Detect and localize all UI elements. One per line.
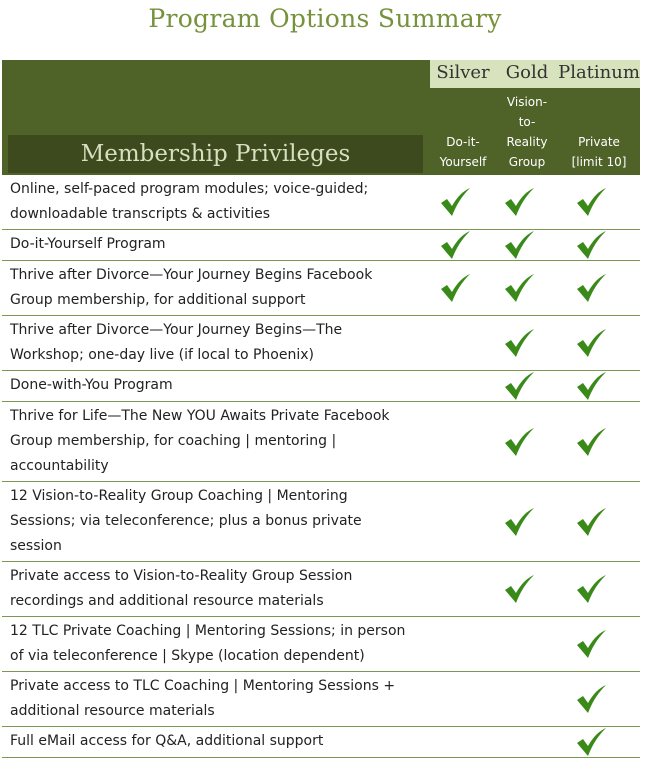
table-row bbox=[2, 402, 640, 482]
table-row bbox=[2, 371, 640, 402]
tier-subtitle-silver bbox=[430, 90, 496, 172]
checkmark-icon bbox=[438, 230, 472, 260]
checkmark-icon bbox=[574, 574, 608, 604]
privilege-label: Private access to TLC Coaching | Mentoring Sessions + additional resource materials bbox=[10, 678, 396, 719]
tier-subtitle-line: Private bbox=[578, 135, 620, 149]
checkmark-icon bbox=[574, 371, 608, 401]
tier-name-gold: Gold bbox=[505, 62, 549, 83]
table-row bbox=[2, 175, 640, 230]
tier-cell-gold bbox=[488, 617, 550, 671]
checkmark-icon bbox=[574, 328, 608, 358]
program-options-table bbox=[2, 60, 640, 758]
tier-cell-silver bbox=[422, 261, 488, 315]
table-row bbox=[2, 261, 640, 316]
tier-subtitle-line: Group bbox=[508, 155, 546, 169]
privilege-label: 12 Vision-to-Reality Group Coaching | Mentoring Sessions; via teleconference; plus a bonus private session bbox=[10, 488, 362, 554]
checkmark-icon bbox=[502, 187, 536, 217]
tier-name-silver: Silver bbox=[436, 62, 490, 83]
tier-cell-gold bbox=[488, 672, 550, 726]
table-row bbox=[2, 727, 640, 758]
privilege-label: Done-with-You Program bbox=[10, 377, 173, 393]
tier-cell-silver bbox=[422, 727, 488, 757]
checkmark-icon bbox=[502, 507, 536, 537]
tier-cell-gold bbox=[488, 562, 550, 616]
privilege-label: Thrive after Divorce—Your Journey Begins Facebook Group membership, for additional support bbox=[10, 267, 373, 308]
page-title: Program Options Summary bbox=[148, 4, 502, 33]
tier-cell-platinum bbox=[550, 371, 632, 401]
table-body bbox=[2, 175, 640, 758]
tier-cell-gold bbox=[488, 316, 550, 370]
tier-subtitle-line: to- bbox=[518, 115, 536, 129]
tier-cell-gold bbox=[488, 261, 550, 315]
checkmark-icon bbox=[574, 273, 608, 303]
tier-cell-silver bbox=[422, 402, 488, 481]
checkmark-icon bbox=[502, 574, 536, 604]
tier-subtitle-platinum bbox=[558, 90, 640, 172]
tier-cell-gold bbox=[488, 230, 550, 260]
tier-subtitle-line: Vision- bbox=[506, 95, 548, 109]
table-row bbox=[2, 482, 640, 562]
checkmark-icon bbox=[502, 371, 536, 401]
checkmark-icon bbox=[574, 727, 608, 757]
table-header bbox=[2, 60, 640, 175]
tier-cell-gold bbox=[488, 175, 550, 229]
tier-cell-platinum bbox=[550, 617, 632, 671]
tier-cell-silver bbox=[422, 617, 488, 671]
tier-cell-silver bbox=[422, 672, 488, 726]
privilege-label: Thrive after Divorce—Your Journey Begins—The Workshop; one-day live (if local to Phoenix) bbox=[10, 322, 343, 363]
tier-cell-platinum bbox=[550, 727, 632, 757]
tier-cell-platinum bbox=[550, 482, 632, 561]
tier-cell-gold bbox=[488, 482, 550, 561]
tier-cell-platinum bbox=[550, 402, 632, 481]
privilege-label: 12 TLC Private Coaching | Mentoring Sessions; in person of via teleconference | Skype (location dependent) bbox=[10, 623, 406, 664]
table-row bbox=[2, 617, 640, 672]
tier-cell-silver bbox=[422, 562, 488, 616]
tier-subtitle-line: Do-it- bbox=[446, 135, 480, 149]
tier-cell-silver bbox=[422, 175, 488, 229]
table-row bbox=[2, 230, 640, 261]
tier-cell-silver bbox=[422, 230, 488, 260]
table-row bbox=[2, 672, 640, 727]
tier-cell-gold bbox=[488, 402, 550, 481]
tier-cell-silver bbox=[422, 371, 488, 401]
tier-cell-silver bbox=[422, 316, 488, 370]
tier-subtitle-gold bbox=[496, 90, 558, 172]
tier-cell-platinum bbox=[550, 672, 632, 726]
checkmark-icon bbox=[574, 230, 608, 260]
checkmark-icon bbox=[574, 427, 608, 457]
tier-cell-gold bbox=[488, 371, 550, 401]
checkmark-icon bbox=[502, 273, 536, 303]
tier-name-band bbox=[430, 60, 640, 88]
checkmark-icon bbox=[574, 187, 608, 217]
checkmark-icon bbox=[502, 427, 536, 457]
tier-subtitle-line: Yourself bbox=[439, 155, 487, 169]
checkmark-icon bbox=[438, 187, 472, 217]
checkmark-icon bbox=[574, 507, 608, 537]
table-row bbox=[2, 316, 640, 371]
checkmark-icon bbox=[574, 629, 608, 659]
checkmark-icon bbox=[438, 273, 472, 303]
privilege-label: Private access to Vision-to-Reality Group Session recordings and additional resource materials bbox=[10, 568, 353, 609]
tier-cell-platinum bbox=[550, 175, 632, 229]
tier-cell-platinum bbox=[550, 230, 632, 260]
checkmark-icon bbox=[502, 328, 536, 358]
tier-name-platinum: Platinum bbox=[558, 62, 640, 83]
tier-subtitle-line: [limit 10] bbox=[571, 155, 627, 169]
checkmark-icon bbox=[502, 230, 536, 260]
checkmark-icon bbox=[574, 684, 608, 714]
tier-cell-platinum bbox=[550, 562, 632, 616]
privilege-label: Do-it-Yourself Program bbox=[10, 236, 166, 252]
membership-privileges-heading: Membership Privileges bbox=[8, 135, 423, 173]
tier-cell-silver bbox=[422, 482, 488, 561]
tier-subtitle-line: Reality bbox=[506, 135, 548, 149]
tier-cell-platinum bbox=[550, 261, 632, 315]
privilege-label: Full eMail access for Q&A, additional support bbox=[10, 733, 324, 749]
tier-cell-gold bbox=[488, 727, 550, 757]
table-row bbox=[2, 562, 640, 617]
privilege-label: Thrive for Life—The New YOU Awaits Private Facebook Group membership, for coaching | mentoring | accountability bbox=[10, 408, 390, 474]
tier-cell-platinum bbox=[550, 316, 632, 370]
privilege-label: Online, self-paced program modules; voice-guided; downloadable transcripts & activities bbox=[10, 181, 369, 222]
